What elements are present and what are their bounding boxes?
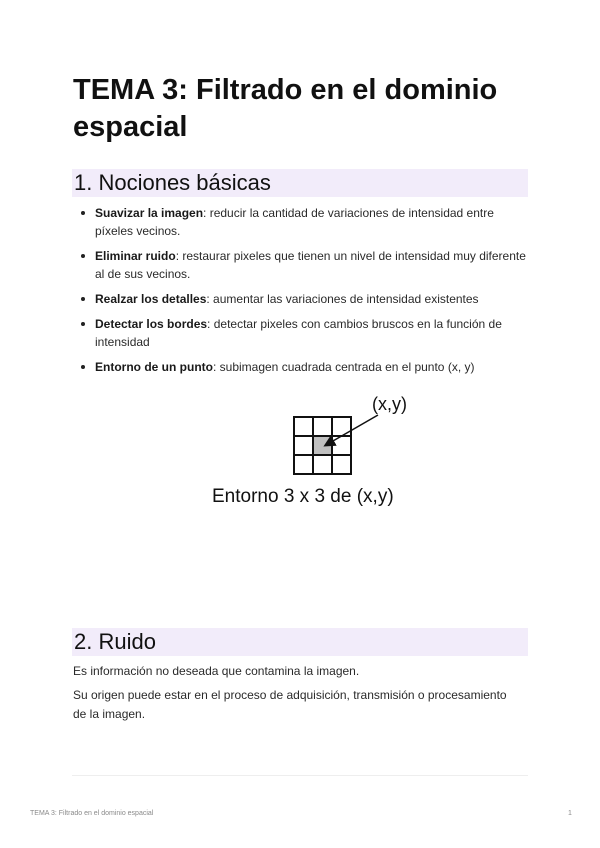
page-title: TEMA 3: Filtrado en el dominio espacial [73, 74, 498, 143]
list-item [73, 247, 533, 283]
bullet-list [73, 204, 533, 383]
center-pixel [313, 436, 332, 455]
list-item [73, 315, 533, 351]
list-item-text: : restaurar pixeles que tienen un nivel de intensidad muy diferente al de sus vecinos. [95, 249, 526, 281]
bullet-dot-icon [81, 322, 85, 326]
bullet-dot-icon [81, 365, 85, 369]
list-item-text: : aumentar las variaciones de intensidad existentes [206, 292, 479, 306]
paragraph: Su origen puede estar en el proceso de adquisición, transmisión o procesamiento de la imagen. [73, 688, 507, 721]
list-item-text: : detectar pixeles con cambios bruscos en la función de intensidad [95, 317, 502, 349]
list-item-term: Realzar los detalles [95, 292, 207, 306]
bullet-dot-icon [81, 297, 85, 301]
list-item-text: : reducir la cantidad de variaciones de intensidad entre píxeles vecinos. [95, 206, 494, 238]
list-item [73, 290, 533, 308]
divider [72, 775, 528, 776]
list-item-term: Eliminar ruido [95, 249, 176, 263]
list-item-term: Suavizar la imagen [95, 206, 204, 220]
page-number: 1 [568, 810, 572, 817]
list-item [73, 358, 533, 376]
list-item-text: : subimagen cuadrada centrada en el punto (x, y) [212, 360, 475, 374]
bullet-dot-icon [81, 254, 85, 258]
point-label: (x,y) [372, 394, 407, 414]
section-heading-ruido: 2. Ruido [72, 628, 528, 656]
figure-caption: Entorno 3 x 3 de (x,y) [212, 486, 394, 507]
list-item [73, 204, 533, 240]
paragraph: Es información no deseada que contamina la imagen. [73, 664, 360, 678]
bullet-dot-icon [81, 211, 85, 215]
list-item-term: Detectar los bordes [95, 317, 208, 331]
section-heading-nociones: 1. Nociones básicas [72, 169, 528, 197]
footer-title: TEMA 3: Filtrado en el dominio espacial [30, 810, 154, 817]
list-item-term: Entorno de un punto [95, 360, 213, 374]
neighborhood-figure [200, 390, 460, 515]
